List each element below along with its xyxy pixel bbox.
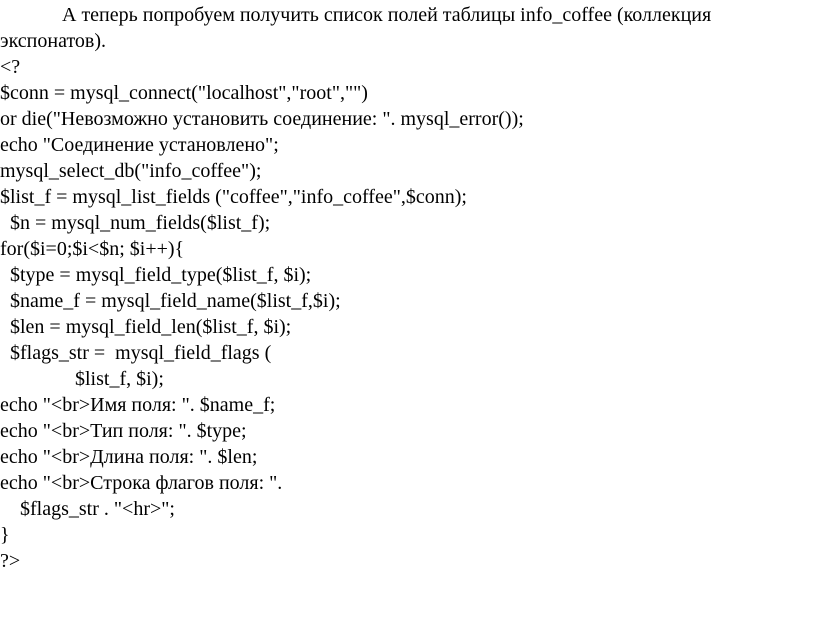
intro-paragraph: [0, 2, 812, 54]
code-line: $n = mysql_num_fields($list_f);: [0, 212, 271, 234]
code-line: mysql_select_db("info_coffee");: [0, 160, 262, 182]
code-line: $list_f, $i);: [0, 368, 164, 390]
code-line: }: [0, 524, 10, 546]
code-line: echo "Соединение установлено";: [0, 134, 279, 156]
intro-line-1: А теперь попробуем получить список полей таблицы info_coffee (коллекция: [62, 4, 712, 26]
intro-line-2: экспонатов).: [0, 30, 107, 52]
code-line: $conn = mysql_connect("localhost","root",""): [0, 82, 368, 104]
code-line: echo "<br>Имя поля: ". $name_f;: [0, 394, 276, 416]
code-line: $name_f = mysql_field_name($list_f,$i);: [0, 290, 341, 312]
code-line: $list_f = mysql_list_fields ("coffee","info_coffee",$conn);: [0, 186, 467, 208]
code-line: echo "<br>Длина поля: ". $len;: [0, 446, 258, 468]
code-line: echo "<br>Тип поля: ". $type;: [0, 420, 247, 442]
code-line: for($i=0;$i<$n; $i++){: [0, 238, 185, 260]
code-line: $len = mysql_field_len($list_f, $i);: [0, 316, 292, 338]
code-line: or die("Невозможно установить соединение: ". mysql_error());: [0, 108, 524, 130]
code-line: $flags_str . "<hr>";: [0, 498, 175, 520]
php-code-block: [0, 54, 524, 574]
code-line: <?: [0, 56, 21, 78]
code-line: ?>: [0, 550, 21, 572]
code-line: echo "<br>Строка флагов поля: ".: [0, 472, 283, 494]
code-line: $type = mysql_field_type($list_f, $i);: [0, 264, 312, 286]
code-line: $flags_str = mysql_field_flags (: [0, 342, 272, 364]
